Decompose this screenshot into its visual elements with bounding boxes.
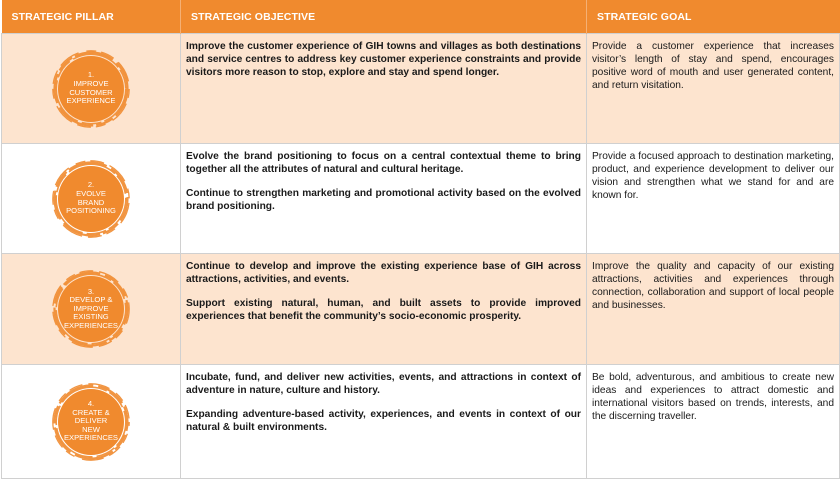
table-row bbox=[2, 34, 840, 144]
objective-cell bbox=[181, 254, 587, 365]
badge-line: CREATE & bbox=[72, 407, 110, 417]
badge-label bbox=[51, 49, 131, 129]
objective-text: Improve the customer experience of GIH towns and villages as both destinations and service centres to address key customer experience constraints and provide visitors more reason to stop, explore and stay and spend longer. bbox=[186, 41, 581, 78]
strategy-table bbox=[1, 0, 840, 479]
badge-line: 3. bbox=[87, 286, 95, 296]
table-row bbox=[2, 144, 840, 254]
objective-text: Continue to develop and improve the existing experience base of GIH across attractions, activities, and events. bbox=[186, 261, 581, 285]
objective-text: Incubate, fund, and deliver new activities, events, and attractions in context of adventure in nature, culture and history. bbox=[186, 372, 581, 396]
objective-text: Continue to strengthen marketing and promotional activity based on the evolved brand positioning. bbox=[186, 188, 581, 212]
objective-cell bbox=[181, 365, 587, 479]
badge-line: 1. bbox=[87, 70, 95, 80]
badge-line: DELIVER bbox=[74, 416, 108, 426]
badge-line: CUSTOMER bbox=[69, 87, 113, 97]
objective-text: Evolve the brand positioning to focus on a central contextual theme to bring together all the attributes of natural and cultural heritage. bbox=[186, 151, 581, 175]
badge-line: 2. bbox=[87, 180, 95, 190]
header-pillar: STRATEGIC PILLAR bbox=[2, 0, 181, 34]
badge-line: IMPROVE bbox=[73, 303, 109, 313]
objective-text: Support existing natural, human, and built assets to provide improved experiences that benefit the community’s socio-economic prosperity. bbox=[186, 298, 581, 322]
badge-line: NEW bbox=[82, 424, 100, 434]
objective-cell bbox=[181, 144, 587, 254]
header-objective: STRATEGIC OBJECTIVE bbox=[181, 0, 587, 34]
badge-line: EXPERIENCES bbox=[63, 320, 119, 330]
badge-line: 4. bbox=[87, 399, 95, 409]
badge-line: EXPERIENCE bbox=[66, 96, 116, 106]
goal-text: Be bold, adventurous, and ambitious to create new ideas and experiences to attract domestic and international visitors based on trends, interests, and the discerning traveller. bbox=[592, 372, 834, 422]
badge-label bbox=[51, 269, 131, 349]
badge-line: POSITIONING bbox=[66, 206, 116, 216]
brush-circle-badge bbox=[51, 382, 131, 462]
objective-cell bbox=[181, 34, 587, 144]
badge-line: DEVELOP & bbox=[69, 295, 113, 305]
pillar-cell bbox=[2, 254, 181, 365]
badge-line: EXISTING bbox=[73, 312, 109, 322]
badge-line: IMPROVE bbox=[73, 78, 109, 88]
badge-label bbox=[51, 382, 131, 462]
header-goal: STRATEGIC GOAL bbox=[587, 0, 840, 34]
goal-cell bbox=[587, 254, 840, 365]
pillar-cell bbox=[2, 365, 181, 479]
table-row bbox=[2, 254, 840, 365]
goal-text: Improve the quality and capacity of our existing attractions, activities and experiences through connection, collaboration and support of local people and businesses. bbox=[592, 261, 834, 311]
brush-circle-badge bbox=[51, 269, 131, 349]
badge-line: EXPERIENCES bbox=[63, 433, 119, 443]
goal-text: Provide a focused approach to destination marketing, product, and experience development to deliver our vision and strengthen what we stand for and are known for. bbox=[592, 151, 834, 201]
objective-text: Expanding adventure-based activity, experiences, and events in context of our natural & built environments. bbox=[186, 409, 581, 433]
goal-cell bbox=[587, 144, 840, 254]
pillar-cell bbox=[2, 34, 181, 144]
header-row bbox=[2, 0, 840, 34]
table-row bbox=[2, 365, 840, 479]
brush-circle-badge bbox=[51, 159, 131, 239]
badge-line: EVOLVE bbox=[76, 188, 106, 198]
badge-label bbox=[51, 159, 131, 239]
pillar-cell bbox=[2, 144, 181, 254]
brush-circle-badge bbox=[51, 49, 131, 129]
goal-cell bbox=[587, 34, 840, 144]
goal-text: Provide a customer experience that increases visitor’s length of stay and spend, encourages positive word of mouth and user generated content, and return visitation. bbox=[592, 41, 834, 91]
badge-line: BRAND bbox=[77, 197, 105, 207]
goal-cell bbox=[587, 365, 840, 479]
